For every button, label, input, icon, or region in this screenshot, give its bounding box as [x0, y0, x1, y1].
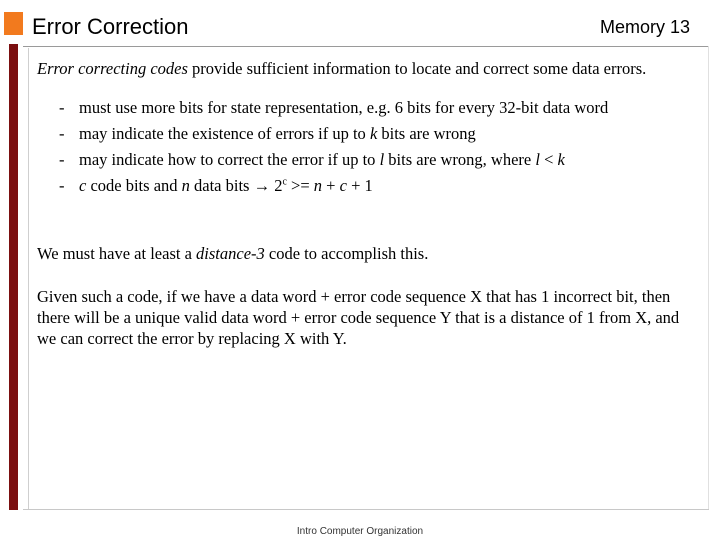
content-right-border [708, 46, 709, 509]
slide-content [37, 58, 692, 349]
bullet-item [61, 147, 692, 173]
exponent-c: c [282, 176, 287, 188]
var-c: c [339, 176, 347, 195]
bullet-text: 2 [270, 176, 283, 195]
var-k: k [557, 150, 565, 169]
header-divider [23, 46, 709, 47]
var-l: l [379, 150, 385, 169]
bullet-text: >= [286, 176, 314, 195]
bullet-text: may indicate how to correct the error if up to [79, 150, 380, 169]
var-n: n [313, 176, 323, 195]
var-n: n [181, 176, 190, 195]
bullet-text: bits are wrong, where [384, 150, 536, 169]
footer-divider [23, 509, 709, 510]
var-k: k [369, 124, 378, 143]
bullet-text: may indicate the existence of errors if up to [79, 124, 370, 143]
bullet-item [61, 95, 692, 121]
bullet-text: data bits [189, 176, 254, 195]
footer-text: Intro Computer Organization [296, 526, 424, 537]
distance-paragraph [37, 243, 692, 264]
bullet-text: + 1 [346, 176, 373, 195]
bullet-item [61, 121, 692, 147]
bullet-text: + [322, 176, 340, 195]
bullet-text: code bits and [86, 176, 182, 195]
bullet-text: must use more bits for state representation, e.g. 6 bits for every 32-bit data word [79, 98, 609, 117]
slide-title: Error Correction [32, 14, 189, 39]
bullet-item [61, 173, 692, 199]
bullet-list [37, 95, 692, 199]
left-accent-bar [9, 44, 18, 510]
bullet-text: bits are wrong [377, 124, 476, 143]
intro-rest: provide sufficient information to locate and correct some data errors. [187, 59, 647, 78]
correction-paragraph: Given such a code, if we have a data word + error code sequence X that has 1 incorrect bit, then there will be a unique valid data word + error code sequence Y that is a distance of 1 from X, and we can correct the error by replacing X with Y. [37, 287, 680, 348]
corner-accent [4, 12, 23, 35]
para-text: code to accomplish this. [264, 244, 429, 263]
content-left-border [28, 48, 29, 509]
intro-italic: Error correcting codes [37, 59, 188, 78]
intro-paragraph [37, 58, 692, 79]
slide-header-right: Memory 13 [599, 17, 690, 37]
var-l: l [535, 150, 540, 169]
bullet-text: < [539, 150, 558, 169]
var-c: c [79, 176, 87, 195]
arrow-icon: → [253, 176, 271, 195]
para-italic: distance-3 [196, 244, 265, 263]
para-text: We must have at least a [37, 244, 197, 263]
